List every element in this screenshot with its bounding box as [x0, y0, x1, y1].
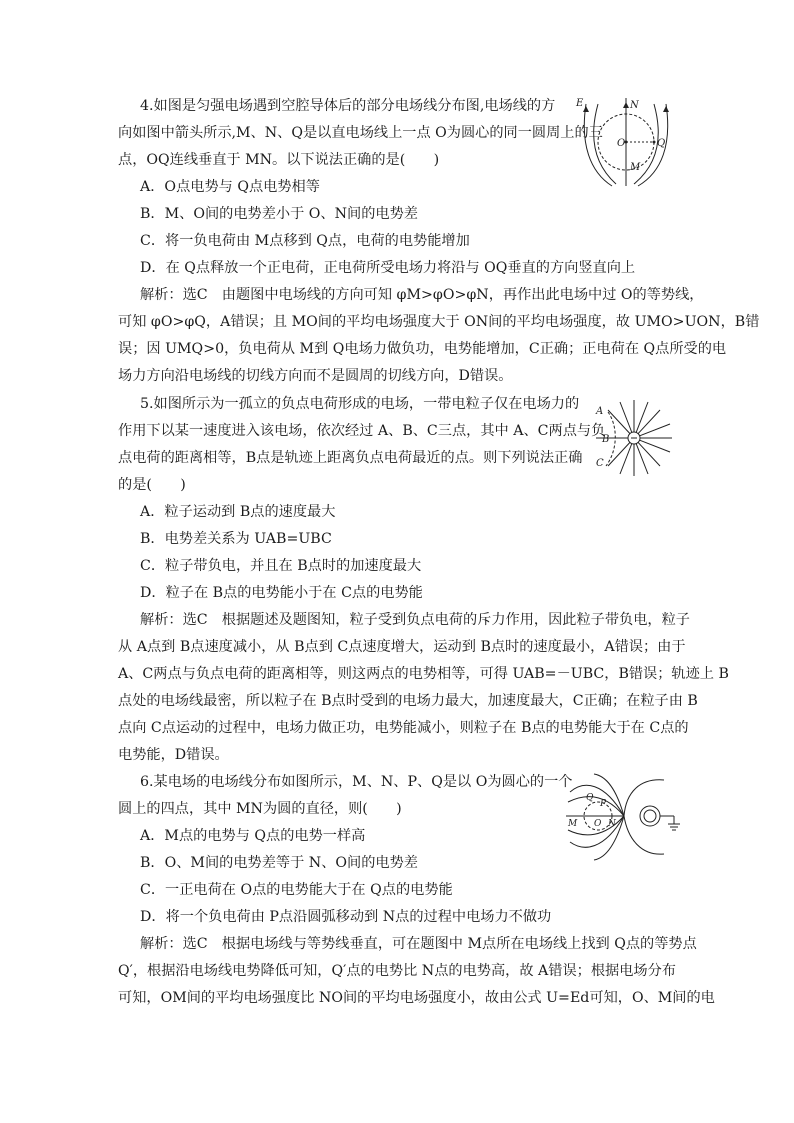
- label-o: O: [594, 819, 602, 829]
- q4-field-figure: [572, 94, 680, 190]
- q6-option-a: A．M点的电势与 Q点的电势一样高: [140, 828, 366, 844]
- field-line: [584, 104, 612, 186]
- q5-stem-line-4: 的是( ): [118, 477, 186, 493]
- q4-analysis-line-2: 可知 φO>φQ，A错误；且 MO间的平均电场强度大于 ON间的平均电场强度，故 UMO>UON，B错: [118, 314, 760, 330]
- q6-analysis-line-1: 解析：选C 根据电场线与等势线垂直，可在题图中 M点所在电场线上找到 Q点的等势点: [140, 936, 697, 952]
- q6-option-d: D．将一个负电荷由 P点沿圆弧移动到 N点的过程中电场力不做功: [140, 909, 552, 925]
- label-m: M: [568, 819, 578, 829]
- q4-option-a: A．O点电势与 Q点电势相等: [140, 179, 320, 195]
- label-c: C: [596, 458, 604, 469]
- q4-option-c: C．将一负电荷由 M点移到 Q点，电荷的电势能增加: [140, 233, 470, 249]
- q5-option-b: B．电势差关系为 UAB=UBC: [140, 531, 332, 547]
- label-q: Q: [657, 138, 666, 149]
- q4-stem-line-3: 点，OQ连线垂直于 MN。以下说法正确的是( ): [118, 152, 440, 168]
- q6-analysis-line-3: 可知，OM间的平均电场强度比 NO间的平均电场强度小，故由公式 U=Ed可知，O、M间的电: [118, 990, 715, 1006]
- label-b: B: [602, 434, 610, 445]
- point-q: [653, 141, 656, 144]
- q5-analysis-line-4: 点处的电场线最密，所以粒子在 B点时受到的电场力最大，加速度最大，C正确；在粒子由 B: [118, 693, 698, 709]
- q5-analysis-line-6: 电势能，D错误。: [118, 747, 229, 763]
- q4-analysis-line-4: 场力方向沿电场线的切线方向而不是圆周的切线方向，D错误。: [118, 368, 513, 384]
- arrow-icon: [623, 102, 629, 108]
- label-p: P: [600, 799, 607, 809]
- label-e: E: [576, 98, 584, 109]
- q6-option-c: C．一正电荷在 O点的电势能大于在 Q点的电势能: [140, 882, 453, 898]
- label-n: N: [630, 100, 639, 111]
- q5-option-d: D．粒子在 B点的电势能小于在 C点的电势能: [140, 585, 423, 601]
- q5-field-figure: [592, 396, 678, 480]
- q6-option-b: B．O、M间的电势差等于 N、O间的电势差: [140, 855, 418, 871]
- q4-stem-line-2: 向如图中箭头所示,M、N、Q是以直电场线上一点 O为圆心的同一圆周上的三: [118, 125, 603, 141]
- conductor-sphere: [640, 806, 660, 826]
- q5-stem-line-1: 5.如图所示为一孤立的负点电荷形成的电场，一带电粒子仅在电场力的: [140, 396, 580, 412]
- q5-analysis-line-2: 从 A点到 B点速度减小，从 B点到 C点速度增大，运动到 B点时的速度最小，A错误；由于: [118, 639, 686, 655]
- q4-option-d: D．在 Q点释放一个正电荷，正电荷所受电场力将沿与 OQ垂直的方向竖直向上: [140, 260, 636, 276]
- q6-field-figure: [564, 772, 684, 862]
- arrow-icon: [663, 106, 669, 112]
- q5-option-c: C．粒子带负电，并且在 B点时的加速度最大: [140, 558, 422, 574]
- q6-analysis-line-2: Q′，根据沿电场线电势降低可知，Q′点的电势比 N点的电势高，故 A错误；根据电场分布: [118, 963, 676, 979]
- q5-stem-line-2: 作用下以某一速度进入该电场，依次经过 A、B、C三点，其中 A、C两点与负: [118, 423, 606, 439]
- label-a: A: [596, 406, 604, 417]
- label-o: O: [617, 138, 626, 149]
- conductor-inner: [644, 810, 656, 822]
- q6-stem-line-2: 圆上的四点，其中 MN为圆的直径，则( ): [118, 801, 402, 817]
- q4-stem-line-1: 4.如图是匀强电场遇到空腔导体后的部分电场线分布图,电场线的方: [140, 98, 556, 114]
- q4-analysis-line-3: 误；因 UMQ>0，负电荷从 M到 Q电场力做负功，电势能增加，C正确；正电荷在 Q点所受的电: [118, 341, 727, 357]
- arrow-icon: [583, 106, 589, 112]
- q5-analysis-line-3: A、C两点与负点电荷的距离相等，则这两点的电势相等，可得 UAB=－UBC，B错误；轨迹上 B: [118, 666, 729, 682]
- field-line: [570, 785, 624, 816]
- q5-analysis-line-5: 点向 C点运动的过程中，电场力做正功，电势能减小，则粒子在 B点的电势能大于在 C点的: [118, 720, 689, 736]
- q4-analysis-line-1: 解析：选C 由题图中电场线的方向可知 φM>φO>φN，再作出此电场中过 O的等势线，: [140, 287, 704, 303]
- q5-analysis-line-1: 解析：选C 根据题述及题图知，粒子受到负点电荷的斥力作用，因此粒子带负电，粒子: [140, 612, 690, 628]
- q6-stem-line-1: 6.某电场的电场线分布如图所示，M、N、P、Q是以 O为圆心的一个: [140, 774, 573, 790]
- q5-stem-line-3: 点电荷的距离相等，B点是轨迹上距离负点电荷最近的点。则下列说法正确: [118, 450, 583, 466]
- label-m: M: [630, 162, 641, 173]
- q5-option-a: A．粒子运动到 B点的速度最大: [140, 504, 336, 520]
- q4-option-b: B．M、O间的电势差小于 O、N间的电势差: [140, 206, 418, 222]
- label-q: Q: [586, 793, 594, 803]
- label-n: N: [608, 819, 616, 829]
- field-line: [568, 797, 624, 816]
